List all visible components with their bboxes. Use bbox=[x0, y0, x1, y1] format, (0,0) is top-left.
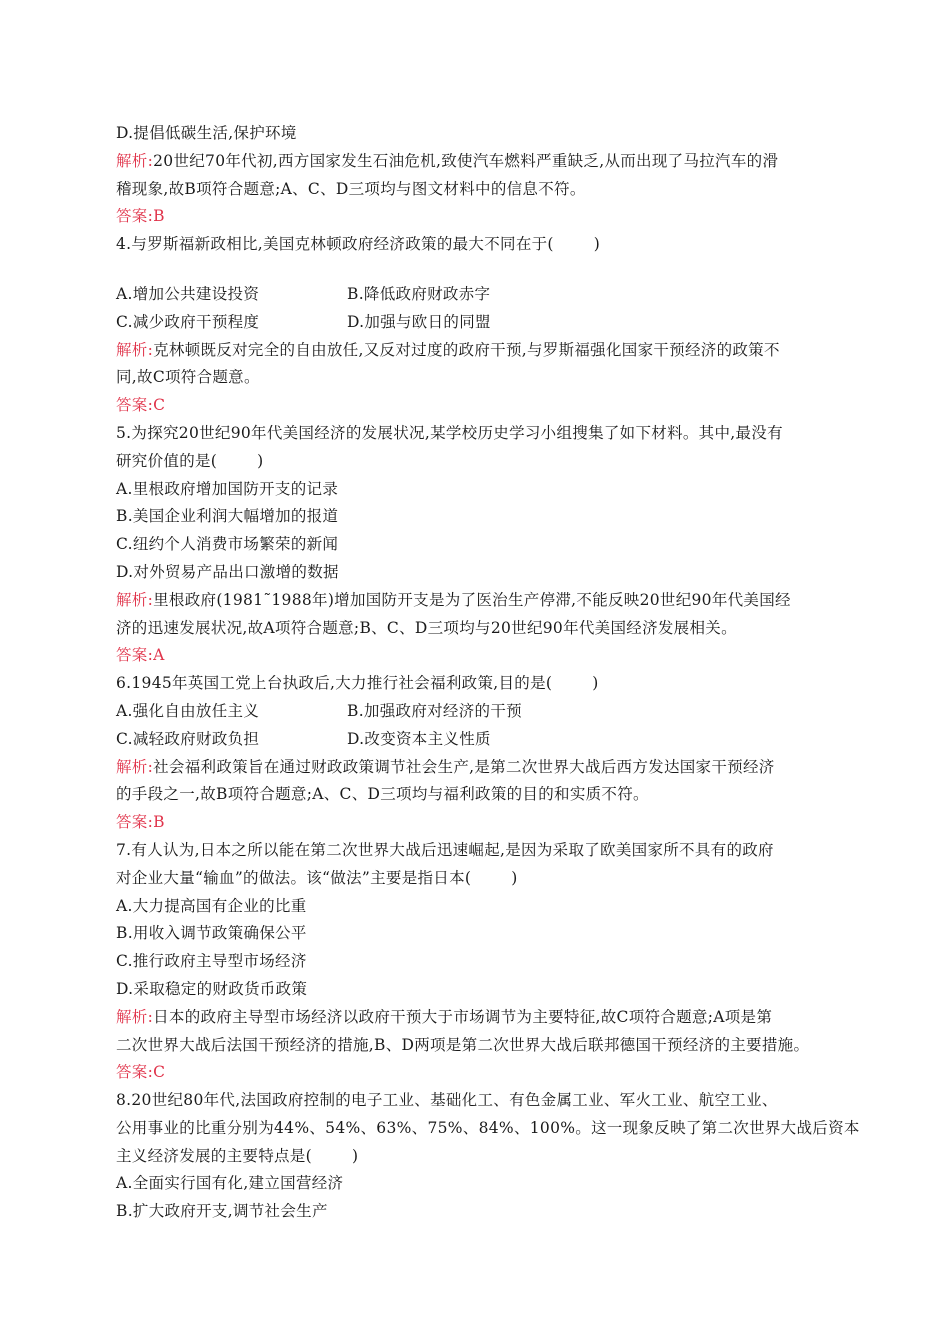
q5-option-c: C.纽约个人消费市场繁荣的新闻 bbox=[116, 535, 339, 554]
q8-stem-line-1: 8.20世纪80年代,法国政府控制的电子工业、基础化工、有色金属工业、军火工业、航空工业、 bbox=[116, 1091, 778, 1110]
q4-options-row-1 bbox=[116, 281, 846, 309]
q5-option-d: D.对外贸易产品出口激增的数据 bbox=[116, 562, 339, 581]
q4-answer bbox=[116, 392, 846, 420]
q6-options-row-1 bbox=[116, 698, 846, 726]
q4-option-a: A.增加公共建设投资 bbox=[116, 284, 260, 303]
answer-value: B bbox=[153, 207, 165, 226]
answer-value: C bbox=[153, 1063, 166, 1082]
q6-option-b: B.加强政府对经济的干预 bbox=[347, 701, 522, 720]
q8-option-b: B.扩大政府开支,调节社会生产 bbox=[116, 1202, 328, 1221]
q7-option-a: A.大力提高国有企业的比重 bbox=[116, 896, 307, 915]
q4-stem: 4.与罗斯福新政相比,美国克林顿政府经济政策的最大不同在于( ) bbox=[116, 235, 601, 254]
q6-option-a: A.强化自由放任主义 bbox=[116, 701, 260, 720]
q6-option-d: D.改变资本主义性质 bbox=[347, 729, 491, 748]
q7-answer bbox=[116, 1059, 846, 1087]
q7-analysis-line-2: 二次世界大战后法国干预经济的措施,B、D两项是第二次世界大战后联邦德国干预经济的主要措施。 bbox=[116, 1035, 810, 1054]
q5-analysis-line-1: 解析:里根政府(1981˜1988年)增加国防开支是为了医治生产停滞,不能反映20世纪90年代美国经 bbox=[116, 590, 791, 609]
answer-label: 答案: bbox=[116, 207, 154, 226]
q3-answer bbox=[116, 203, 846, 231]
q7-option-d: D.采取稳定的财政货币政策 bbox=[116, 979, 308, 998]
q5-answer bbox=[116, 642, 846, 670]
q5-stem-line-1: 5.为探究20世纪90年代美国经济的发展状况,某学校历史学习小组搜集了如下材料。其中,最没有 bbox=[116, 423, 783, 442]
q4-option-b: B.降低政府财政赤字 bbox=[347, 284, 491, 303]
q6-option-c: C.减轻政府财政负担 bbox=[116, 729, 260, 748]
q5-stem-line-2: 研究价值的是( ) bbox=[116, 451, 264, 470]
q7-analysis-line-1: 解析:日本的政府主导型市场经济以政府干预大于市场调节为主要特征,故C项符合题意;A项是第 bbox=[116, 1007, 773, 1026]
q6-stem: 6.1945年英国工党上台执政后,大力推行社会福利政策,目的是( ) bbox=[116, 674, 599, 693]
q4-option-d: D.加强与欧日的同盟 bbox=[347, 312, 491, 331]
q4-analysis-line-1: 解析:克林顿既反对完全的自由放任,又反对过度的政府干预,与罗斯福强化国家干预经济的政策不 bbox=[116, 340, 780, 359]
q7-stem-line-1: 7.有人认为,日本之所以能在第二次世界大战后迅速崛起,是因为采取了欧美国家所不具有的政府 bbox=[116, 840, 774, 859]
q3-analysis-line-2: 稽现象,故B项符合题意;A、C、D三项均与图文材料中的信息不符。 bbox=[116, 179, 586, 198]
answer-value: B bbox=[153, 813, 165, 832]
q3-option-d: D.提倡低碳生活,保护环境 bbox=[116, 124, 297, 142]
q8-stem-line-3: 主义经济发展的主要特点是( ) bbox=[116, 1146, 359, 1165]
answer-label: 答案: bbox=[116, 646, 154, 665]
answer-value: A bbox=[153, 646, 165, 665]
analysis-label: 解析: bbox=[116, 1007, 154, 1026]
q3-analysis-line-1: 解析:20世纪70年代初,西方国家发生石油危机,致使汽车燃料严重缺乏,从而出现了马拉汽车的滑 bbox=[116, 151, 779, 170]
q7-option-b: B.用收入调节政策确保公平 bbox=[116, 924, 307, 943]
q8-stem-line-2: 公用事业的比重分别为44%、54%、63%、75%、84%、100%。这一现象反映了第二次世界大战后资本 bbox=[116, 1118, 860, 1137]
answer-label: 答案: bbox=[116, 813, 154, 832]
q7-option-c: C.推行政府主导型市场经济 bbox=[116, 952, 307, 971]
answer-value: C bbox=[153, 396, 166, 415]
q5-option-b: B.美国企业利润大幅增加的报道 bbox=[116, 507, 339, 526]
analysis-label: 解析: bbox=[116, 757, 154, 776]
document-page bbox=[116, 120, 860, 1226]
q4-analysis-line-2: 同,故C项符合题意。 bbox=[116, 368, 260, 387]
q4-options-row-2 bbox=[116, 309, 846, 337]
q7-stem-line-2: 对企业大量“输血”的做法。该“做法”主要是指日本( ) bbox=[116, 868, 518, 887]
q5-option-a: A.里根政府增加国防开支的记录 bbox=[116, 479, 339, 498]
analysis-label: 解析: bbox=[116, 590, 154, 609]
q5-analysis-line-2: 济的迅速发展状况,故A项符合题意;B、C、D三项均与20世纪90年代美国经济发展相关。 bbox=[116, 618, 737, 637]
answer-label: 答案: bbox=[116, 1063, 154, 1082]
q6-analysis-line-2: 的手段之一,故B项符合题意;A、C、D三项均与福利政策的目的和实质不符。 bbox=[116, 785, 649, 804]
q8-option-a: A.全面实行国有化,建立国营经济 bbox=[116, 1174, 344, 1193]
q4-option-c: C.减少政府干预程度 bbox=[116, 312, 260, 331]
analysis-label: 解析: bbox=[116, 340, 154, 359]
q6-analysis-line-1: 解析:社会福利政策旨在通过财政政策调节社会生产,是第二次世界大战后西方发达国家干预经济 bbox=[116, 757, 775, 776]
q6-options-row-2 bbox=[116, 726, 846, 754]
answer-label: 答案: bbox=[116, 396, 154, 415]
analysis-label: 解析: bbox=[116, 151, 154, 170]
q6-answer bbox=[116, 809, 846, 837]
spacer bbox=[116, 259, 846, 281]
